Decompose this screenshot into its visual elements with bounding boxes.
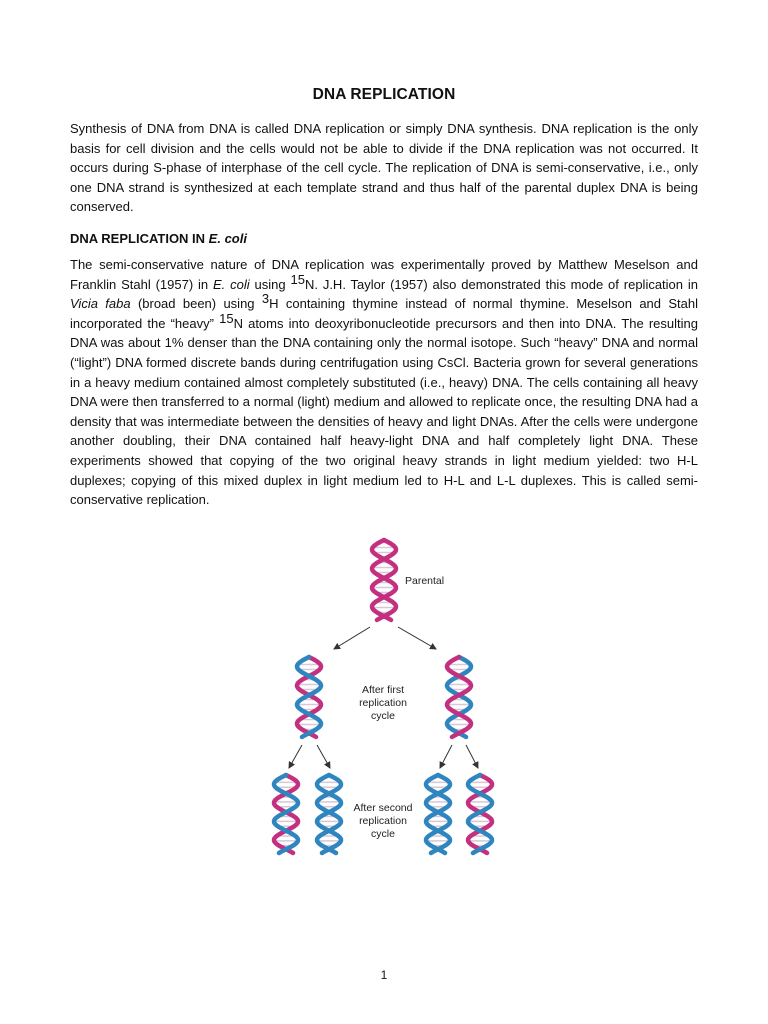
section-heading-prefix: DNA REPLICATION IN xyxy=(70,231,209,246)
section-heading-organism: E. coli xyxy=(208,231,247,246)
parental-helix xyxy=(372,540,396,620)
document-title: DNA REPLICATION xyxy=(312,86,456,103)
para-italic-ecoli: E. coli xyxy=(213,276,250,292)
label-parental: Parental xyxy=(405,575,445,587)
isotope-n-mass-2: 15 xyxy=(219,310,234,326)
label-second-line2: replication xyxy=(359,815,407,827)
para-text-1: The semi-conservative nature of DNA replication was experimentally proved by Matthew Meselson and Franklin Stahl (1957) in xyxy=(70,257,698,292)
arrow-parental-left xyxy=(334,627,370,649)
page-number: 1 xyxy=(380,968,388,982)
section-paragraph xyxy=(70,255,698,510)
second-cycle-helix-1 xyxy=(274,775,298,853)
second-cycle-helix-4 xyxy=(468,775,492,853)
arrow-first-right-b xyxy=(466,745,478,768)
para-text-3: N. J.H. Taylor (1957) also demonstrated this mode of replication in xyxy=(304,276,698,292)
para-text-5: H containing thymine instead of normal thymine. Meselson and Stahl incorporated the “heavy” xyxy=(70,296,698,331)
label-first-line2: replication xyxy=(359,697,407,709)
arrow-parental-right xyxy=(398,627,436,649)
first-cycle-helix-left xyxy=(297,657,321,737)
label-second-line1: After second xyxy=(353,802,413,814)
para-text-6: N atoms into deoxyribonucleotide precursors and then into DNA. The resulting DNA was about 1% denser than the DNA containing only the normal isotope. Such “heavy” DNA and normal (“light”) DNA formed discrete bands during centrifugation using CsCl. Bacteria grown for several generations in a heavy medium contained almost completely substituted (i.e., heavy) DNA. The cells containing all heavy DNA were then transferred to a normal (light) medium and allowed to replicate once, the resulting DNA had a density that was intermediate between the densities of heavy and light DNAs. After the cells were undergone another doubling, their DNA contained half heavy-light DNA and half completely light DNA. These experiments showed that copying of the two original heavy strands in light medium yielded: two H-L duplexes; copying of this mixed duplex in light medium led to H-L and L-L duplexes. This is called semi-conservative replication. xyxy=(70,315,698,508)
dna-replication-figure xyxy=(262,532,502,858)
para-text-2: using xyxy=(249,276,291,292)
section-heading xyxy=(70,231,247,246)
para-text-4: (broad been) using xyxy=(130,296,262,312)
label-second-line3: cycle xyxy=(371,828,395,840)
second-cycle-helix-3 xyxy=(426,775,450,853)
para-italic-vicia: Vicia faba xyxy=(70,296,131,312)
isotope-n-mass: 15 xyxy=(290,271,305,287)
label-first-line3: cycle xyxy=(371,710,395,722)
arrow-first-right-a xyxy=(440,745,452,768)
arrow-first-left-a xyxy=(289,745,302,768)
arrow-first-left-b xyxy=(317,745,330,768)
intro-paragraph: Synthesis of DNA from DNA is called DNA replication or simply DNA synthesis. DNA replication is the only basis for cell division and the cells would not be able to divide if the DNA replication was not occurred. It occurs during S-phase of interphase of the cell cycle. The replication of DNA is semi-conservative, i.e., only one DNA strand is synthesized at each template strand and thus half of the parental duplex DNA is being conserved. xyxy=(70,121,698,215)
second-cycle-helix-2 xyxy=(317,775,341,853)
isotope-h-mass: 3 xyxy=(261,291,270,307)
first-cycle-helix-right xyxy=(447,657,471,737)
label-first-line1: After first xyxy=(361,684,405,696)
